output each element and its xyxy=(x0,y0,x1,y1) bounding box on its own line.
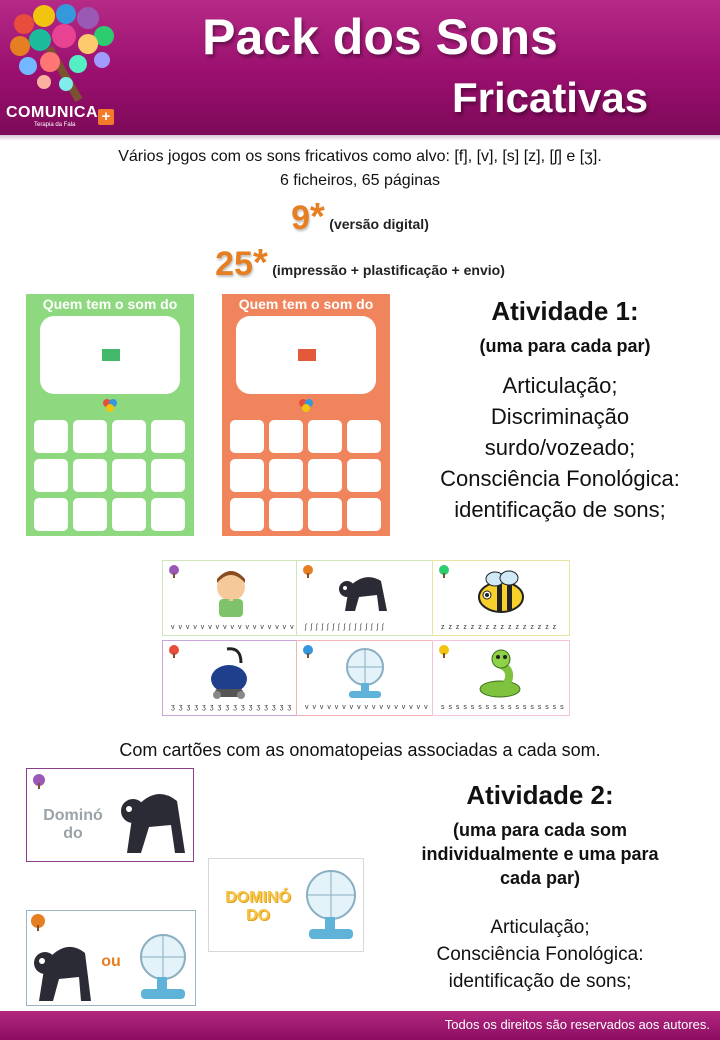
tree-logo-icon xyxy=(298,398,314,414)
tree-logo-icon xyxy=(301,644,315,658)
fan-icon xyxy=(133,931,191,1003)
card-cell xyxy=(230,420,264,453)
page-title: Pack dos Sons xyxy=(202,9,558,65)
price-digital xyxy=(0,196,720,239)
asterisk-icon: * xyxy=(252,242,268,284)
card-cell xyxy=(73,498,107,531)
sound-card xyxy=(296,560,434,636)
activity1-item: Discriminação xyxy=(490,404,630,429)
card-title: Quem tem o som do xyxy=(238,296,374,312)
sound-row: s s s s s s s s s s s s s s s s s xyxy=(441,704,565,711)
or-label: ou xyxy=(101,953,121,970)
price-digital-amount: 9 xyxy=(291,199,311,237)
tree-logo-icon xyxy=(29,913,47,931)
black-cat-icon xyxy=(335,567,395,617)
card-title: Quem tem o som do xyxy=(42,296,178,312)
vacuum-cleaner-icon xyxy=(201,645,257,699)
asterisk-icon: * xyxy=(310,196,325,238)
activity2-subtitle-line: (uma para cada som xyxy=(452,820,628,840)
card-cell xyxy=(269,498,303,531)
activity1-item: surdo/vozeado; xyxy=(484,435,636,460)
logo-text: COMUNICA xyxy=(6,104,98,121)
tree-logo-icon xyxy=(437,564,451,578)
bee-icon xyxy=(471,569,531,615)
activity1-list xyxy=(410,370,710,525)
game-card-orange xyxy=(222,294,390,536)
activity2-list xyxy=(390,914,690,995)
domino-card-cat xyxy=(26,768,194,862)
fan-icon xyxy=(299,867,359,945)
sound-card xyxy=(432,640,570,716)
card-cell xyxy=(347,420,381,453)
fan-icon xyxy=(337,645,393,699)
card-cell xyxy=(308,459,342,492)
activity2-subtitle-line: individualmente e uma para xyxy=(421,844,659,864)
activity1-subtitle: (uma para cada par) xyxy=(479,336,651,356)
snake-icon xyxy=(475,647,525,699)
activity1-item: identificação de sons; xyxy=(454,497,666,522)
sound-row: ʃ ʃ ʃ ʃ ʃ ʃ ʃ ʃ ʃ ʃ ʃ ʃ ʃ ʃ ʃ xyxy=(305,624,385,631)
activity2-item: identificação de sons; xyxy=(448,971,632,992)
card-cell xyxy=(347,498,381,531)
card-cell xyxy=(308,498,342,531)
activity1-item: Articulação; xyxy=(502,373,618,398)
card-cell xyxy=(269,459,303,492)
price-printed-amount: 25 xyxy=(215,245,253,283)
card-cell xyxy=(34,420,68,453)
activity2-subtitle xyxy=(380,818,700,890)
card-cell xyxy=(112,498,146,531)
sound-row: v v v v v v v v v v v v v v v v v xyxy=(305,704,429,711)
black-cat-icon xyxy=(119,775,189,857)
activity2-subtitle-line: cada par) xyxy=(499,868,581,888)
activity1-item: Consciência Fonológica: xyxy=(440,466,680,491)
card-cell xyxy=(112,420,146,453)
activity1-title: Atividade 1: xyxy=(491,296,639,326)
card-cell xyxy=(34,459,68,492)
domino-label-line-2: DO xyxy=(246,907,270,924)
tree-logo-icon xyxy=(437,644,451,658)
black-cat-icon xyxy=(33,931,95,1003)
sound-card xyxy=(432,560,570,636)
price-printed xyxy=(0,242,720,285)
card-window xyxy=(40,316,180,394)
activity2-item: Articulação; xyxy=(490,917,590,938)
card-cell xyxy=(34,498,68,531)
card-sound-marker xyxy=(102,349,120,361)
card-cell xyxy=(151,459,185,492)
price-printed-note: (impressão + plastificação + envio) xyxy=(272,262,505,278)
intro-line-2: 6 ficheiros, 65 páginas xyxy=(279,172,441,189)
logo-plus: + xyxy=(98,109,114,125)
domino-label-line-1: Dominó xyxy=(43,807,103,824)
sound-row: v v v v v v v v v v v v v v v v v xyxy=(171,624,295,631)
card-window xyxy=(236,316,376,394)
header-shadow xyxy=(0,135,720,141)
card-cell xyxy=(347,459,381,492)
domino-label xyxy=(33,807,113,843)
activity2-title: Atividade 2: xyxy=(466,780,614,810)
card-cell xyxy=(73,459,107,492)
cards-caption: Com cartões com as onomatopeias associadas a cada som. xyxy=(119,740,601,760)
card-cell xyxy=(230,459,264,492)
page-subtitle: Fricativas xyxy=(451,74,649,121)
card-cell xyxy=(151,420,185,453)
intro-line-1: Vários jogos com os sons fricativos como alvo: [f], [v], [s] [z], [ʃ] e [ʒ]. xyxy=(118,148,602,165)
domino-label-line-1: DOMINÓ xyxy=(225,889,291,906)
card-cell xyxy=(269,420,303,453)
card-cell xyxy=(230,498,264,531)
tree-logo-icon xyxy=(301,564,315,578)
footer-copyright: Todos os direitos são reservados aos autores. xyxy=(444,1017,710,1032)
activity2-item: Consciência Fonológica: xyxy=(436,944,644,965)
card-cell xyxy=(73,420,107,453)
sound-card xyxy=(296,640,434,716)
tree-logo-icon xyxy=(31,773,47,789)
tree-logo-icon xyxy=(167,644,181,658)
sound-card xyxy=(162,640,300,716)
game-card-green xyxy=(26,294,194,536)
sound-card xyxy=(162,560,300,636)
domino-label xyxy=(213,889,303,925)
footer-bar xyxy=(0,1011,720,1040)
domino-label-line-2: do xyxy=(63,825,83,842)
tree-logo-icon xyxy=(167,564,181,578)
card-cell xyxy=(308,420,342,453)
sound-row: z z z z z z z z z z z z z z z z xyxy=(441,624,558,631)
price-digital-note: (versão digital) xyxy=(329,216,429,232)
logo-tagline: Terapia da Fala xyxy=(34,122,76,128)
domino-card-fan xyxy=(208,858,364,952)
boy-shushing-icon xyxy=(209,567,253,617)
tree-logo-icon xyxy=(102,398,118,414)
card-sound-marker xyxy=(298,349,316,361)
sound-row: ʒ ʒ ʒ ʒ ʒ ʒ ʒ ʒ ʒ ʒ ʒ ʒ ʒ ʒ ʒ ʒ xyxy=(171,704,293,711)
card-cell xyxy=(112,459,146,492)
card-cell xyxy=(151,498,185,531)
domino-card-combo xyxy=(26,910,196,1006)
